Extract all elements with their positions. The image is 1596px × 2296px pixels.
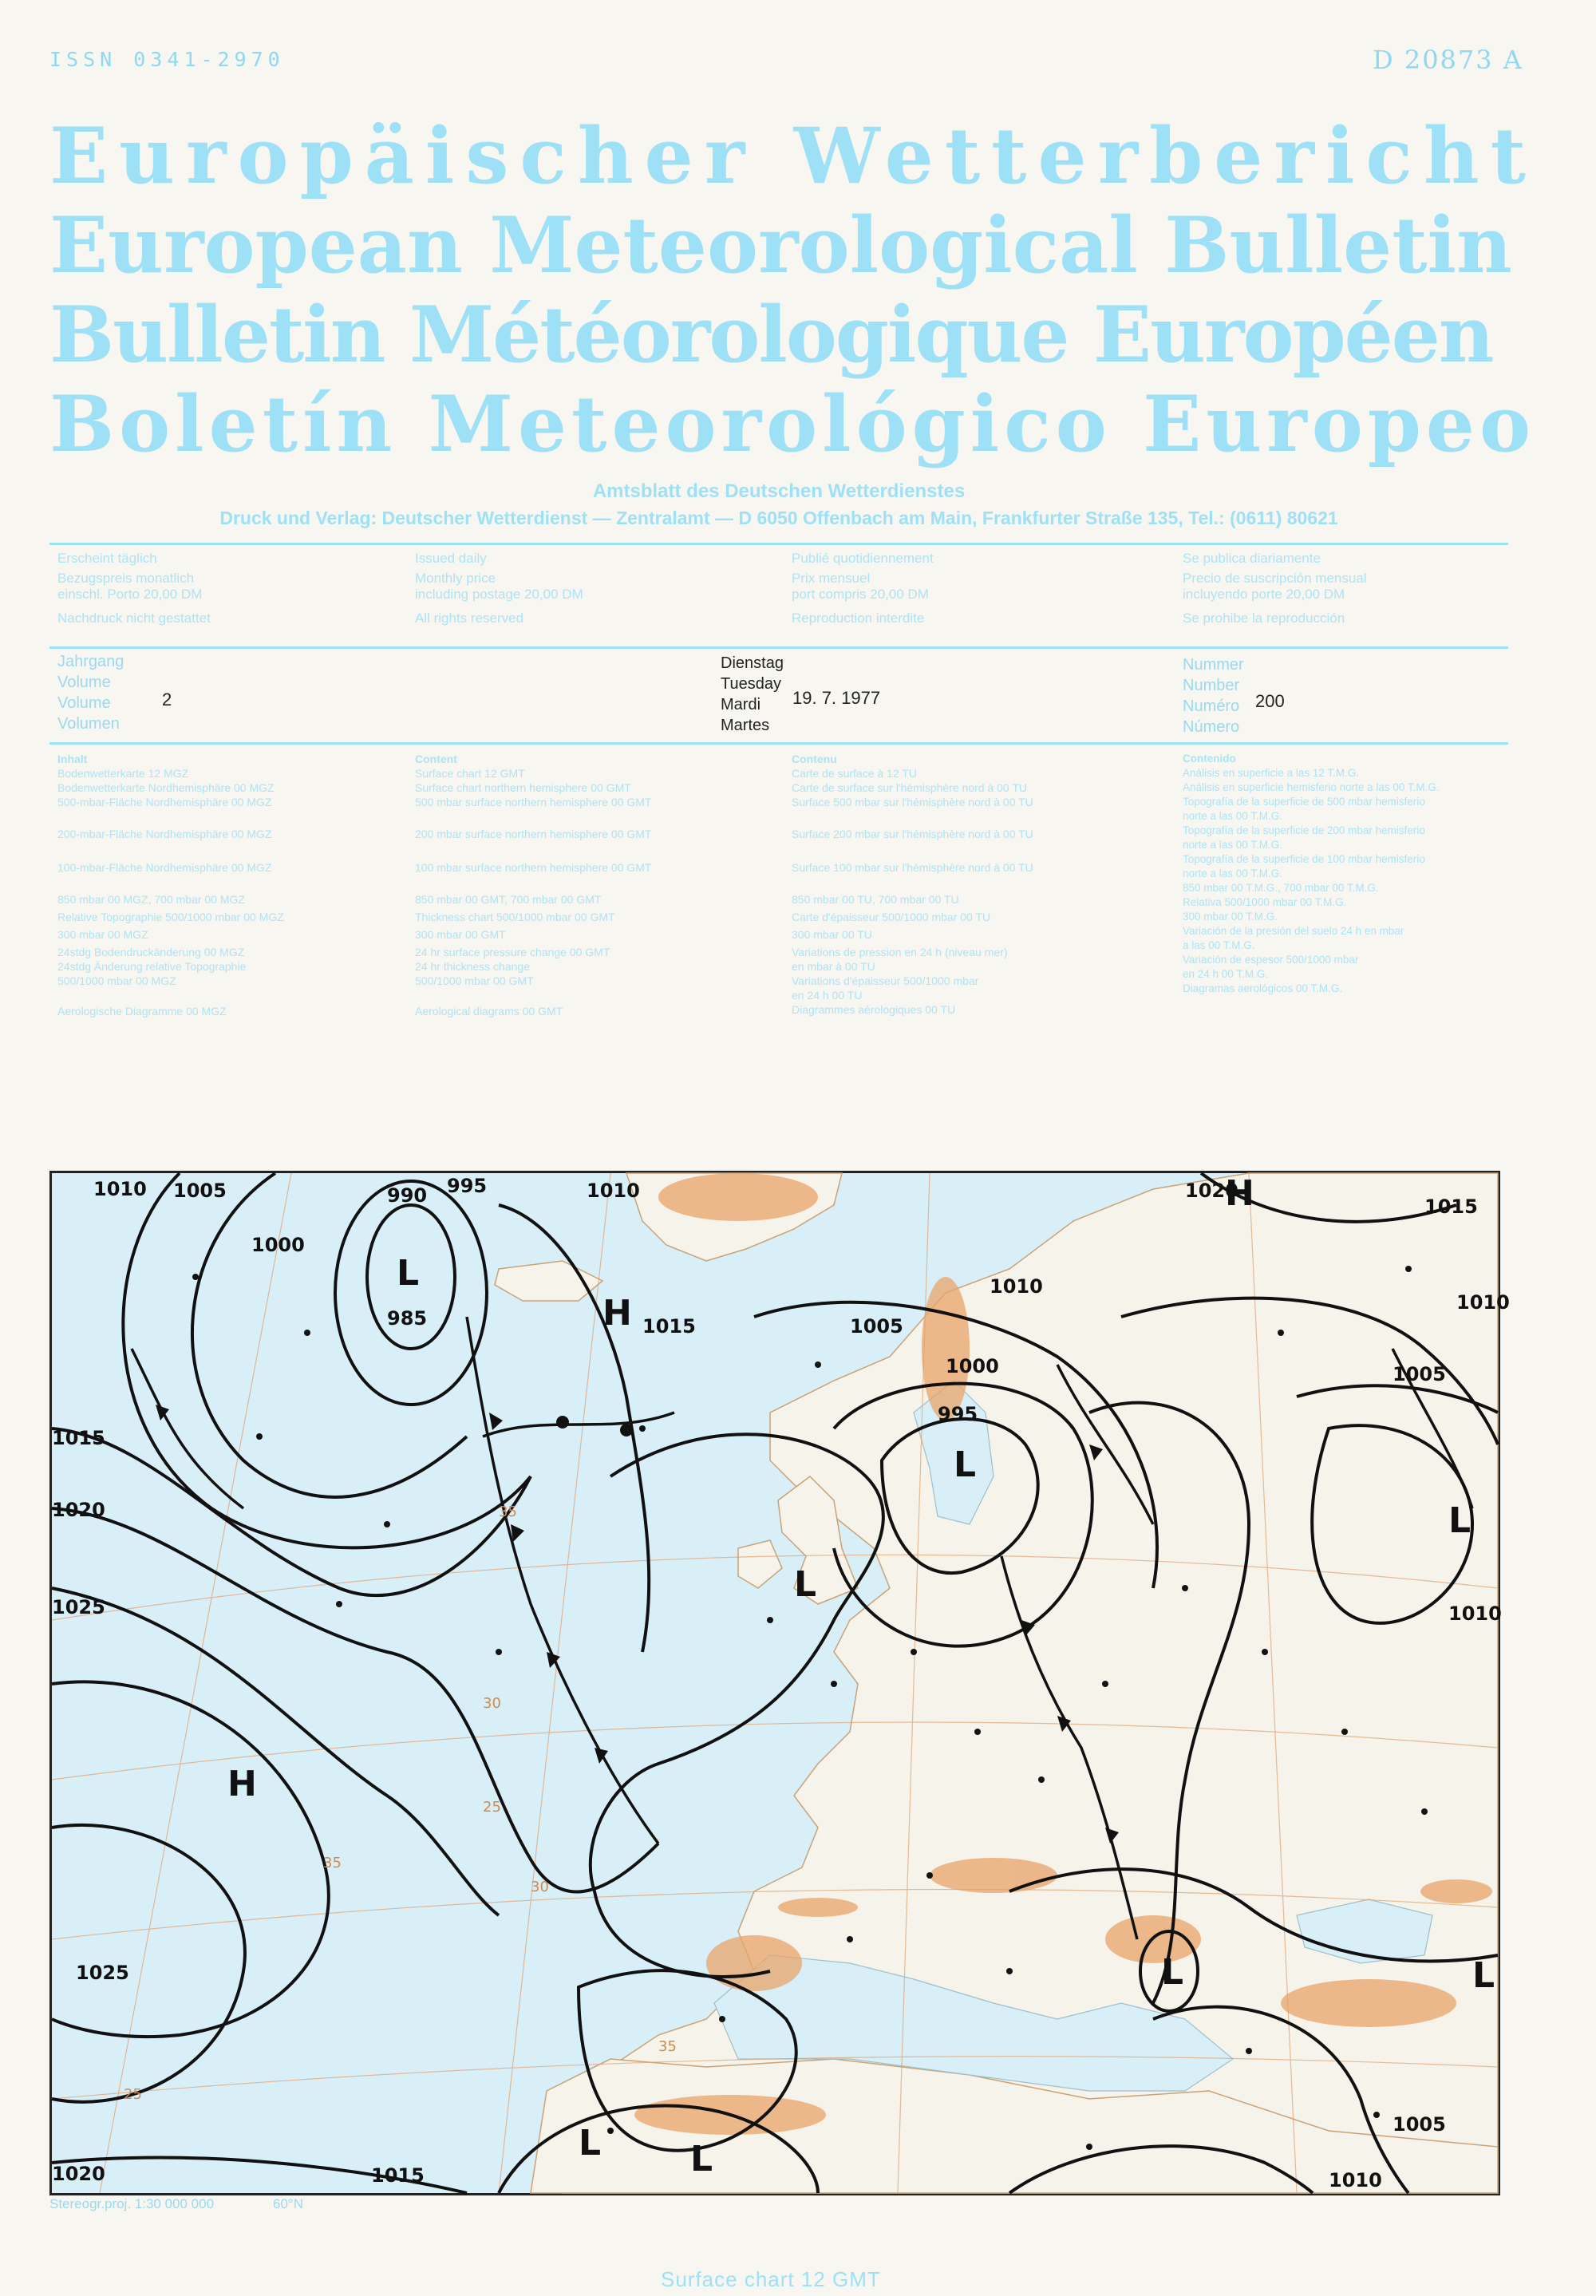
info-text: port compris 20,00 DM xyxy=(792,587,929,602)
number-label: Numéro xyxy=(1183,697,1240,715)
contents-item: 24 hr thickness change xyxy=(415,960,530,973)
isobar-label: 1010 xyxy=(587,1180,640,1202)
isobar xyxy=(52,1429,531,1595)
info-text: Bezugspreis monatlich xyxy=(57,571,195,586)
isobar-label: 1010 xyxy=(93,1178,147,1200)
contents-item: 850 mbar 00 T.M.G., 700 mbar 00 T.M.G. xyxy=(1183,882,1379,894)
info-text: Monthly price xyxy=(415,571,496,586)
contents-item: 300 mbar 00 T.M.G. xyxy=(1183,911,1278,923)
info-text: Nachdruck nicht gestattet xyxy=(57,611,211,626)
divider xyxy=(49,742,1508,745)
low-center: L xyxy=(690,2139,713,2179)
station-dot xyxy=(1038,1776,1045,1783)
contents-item: en 24 h 00 T.M.G. xyxy=(1183,968,1269,980)
low-center: L xyxy=(579,2123,602,2164)
contents-item: 500/1000 mbar 00 MGZ xyxy=(57,974,176,987)
pyrenees-relief xyxy=(778,1898,858,1917)
low-center: L xyxy=(954,1444,977,1485)
contents-item: Relative Topographie 500/1000 mbar 00 MGZ xyxy=(57,911,284,923)
info-text: Erscheint täglich xyxy=(57,551,157,566)
contents-item: Carte d'épaisseur 500/1000 mbar 00 TU xyxy=(792,911,991,923)
title-english: European Meteorological Bulletin xyxy=(49,200,1512,290)
title-french: Bulletin Météorologique Européen xyxy=(49,290,1493,380)
low-center: L xyxy=(1448,1500,1472,1541)
contents-item: Variations de pression en 24 h (niveau mer) xyxy=(792,946,1008,958)
isobar-label: 1000 xyxy=(251,1234,305,1256)
turkey-relief xyxy=(1281,1979,1456,2027)
warm-front-semicircle xyxy=(556,1416,569,1429)
station-dot xyxy=(815,1361,821,1368)
divider xyxy=(49,543,1508,545)
contents-item: Aerologische Diagramme 00 MGZ xyxy=(57,1005,227,1018)
day-label: Mardi xyxy=(721,696,761,713)
contents-item: 200-mbar-Fläche Nordhemisphäre 00 MGZ xyxy=(57,828,272,840)
station-dot xyxy=(192,1274,199,1280)
greenland-relief xyxy=(658,1173,818,1221)
contents-item: Topografía de la superficie de 200 mbar hemisferio xyxy=(1183,824,1425,836)
contents-item: en mbar à 00 TU xyxy=(792,960,875,973)
chart-caption: Surface chart 12 GMT xyxy=(661,2267,881,2291)
high-center: H xyxy=(227,1764,257,1804)
station-dot xyxy=(911,1649,917,1655)
warm-front-semicircle xyxy=(620,1424,633,1436)
contents-heading: Contenu xyxy=(792,753,837,765)
publisher-line: Amtsblatt des Deutschen Wetterdienstes xyxy=(592,480,966,502)
station-dot xyxy=(256,1433,263,1440)
high-center: H xyxy=(1225,1173,1254,1214)
contents-item: Topografía de la superficie de 100 mbar hemisferio xyxy=(1183,853,1425,865)
info-text: einschl. Porto 20,00 DM xyxy=(57,587,203,602)
contents-item: Análisis en superficie hemisferio norte a las 00 T.M.G. xyxy=(1183,781,1440,793)
isobar xyxy=(52,1588,499,1915)
contents-item: Diagrammes aérologiques 00 TU xyxy=(792,1003,956,1016)
cold-front xyxy=(132,1349,243,1508)
contents-item: 500-mbar-Fläche Nordhemisphäre 00 MGZ xyxy=(57,796,272,808)
station-dot xyxy=(1086,2144,1092,2150)
volume-label: Volume xyxy=(57,674,111,691)
station-dot xyxy=(1182,1585,1188,1591)
isobar-label: 1010 xyxy=(990,1275,1043,1298)
contents-item: 300 mbar 00 GMT xyxy=(415,928,506,941)
isobar-label: 1015 xyxy=(1424,1195,1478,1218)
contents-item: en 24 h 00 TU xyxy=(792,989,863,1002)
info-column-french xyxy=(792,547,1127,629)
contents-item: a las 00 T.M.G. xyxy=(1183,939,1255,951)
iceland-land xyxy=(495,1261,602,1301)
latitude-label: 25 xyxy=(483,1799,501,1816)
day-label: Martes xyxy=(721,717,770,734)
info-text: Publié quotidiennement xyxy=(792,551,934,566)
latitude-note: 60°N xyxy=(273,2196,303,2211)
projection-note: Stereogr.proj. 1:30 000 000 xyxy=(49,2196,215,2211)
latitude-label: 30 xyxy=(531,1879,549,1895)
station-dot xyxy=(607,2128,614,2134)
meridian-line xyxy=(499,1173,610,2193)
cold-front-triangle xyxy=(489,1413,503,1430)
contents-item: Surface chart 12 GMT xyxy=(415,767,525,780)
contents-item: Topografía de la superficie de 500 mbar hemisferio xyxy=(1183,796,1425,808)
contents-item: Bodenwetterkarte 12 MGZ xyxy=(57,767,189,780)
station-dot xyxy=(847,1936,853,1942)
latitude-label: 35 xyxy=(499,1504,517,1520)
contents-item: 500 mbar surface northern hemisphere 00 GMT xyxy=(415,796,652,808)
latitude-label: 30 xyxy=(483,1695,501,1712)
contents-item: norte a las 00 T.M.G. xyxy=(1183,867,1283,879)
contents-item: 24stdg Änderung relative Topographie xyxy=(57,960,247,973)
info-text: Issued daily xyxy=(415,551,487,566)
contents-item: Relativa 500/1000 mbar 00 T.M.G. xyxy=(1183,896,1347,908)
high-center: H xyxy=(602,1293,632,1334)
latitude-label: 35 xyxy=(323,1855,342,1871)
station-dot xyxy=(304,1330,310,1336)
caucasus-relief xyxy=(1420,1879,1492,1903)
isobar-label: 1000 xyxy=(946,1355,999,1377)
isobar-label: 995 xyxy=(447,1175,488,1197)
info-column-german xyxy=(57,547,377,629)
station-dot xyxy=(719,2016,725,2022)
isobar-label: 1005 xyxy=(1393,1363,1446,1385)
isobar-label: 1025 xyxy=(52,1596,105,1618)
contents-item: Variación de la presión del suelo 24 h en mbar xyxy=(1183,925,1404,937)
station-dot xyxy=(767,1617,773,1623)
isobar-label: 985 xyxy=(387,1307,428,1330)
contents-item: 850 mbar 00 MGZ, 700 mbar 00 MGZ xyxy=(57,893,245,906)
station-dot xyxy=(1278,1330,1284,1336)
number-labels xyxy=(1183,654,1244,737)
isobar xyxy=(192,1173,467,1497)
contents-item: 500/1000 mbar 00 GMT xyxy=(415,974,534,987)
isobar-label: 1020 xyxy=(52,1499,105,1521)
isobar-label: 1015 xyxy=(642,1315,696,1338)
volume-labels xyxy=(57,651,124,734)
station-dot xyxy=(336,1601,342,1607)
info-column-english xyxy=(415,547,734,629)
map-canvas xyxy=(52,1173,1510,2193)
day-labels xyxy=(721,653,784,736)
isobar-label: 1005 xyxy=(173,1180,227,1202)
volume-label: Volume xyxy=(57,694,111,712)
contents-item: 200 mbar surface northern hemisphere 00 GMT xyxy=(415,828,652,840)
isobar-label: 1020 xyxy=(52,2163,105,2185)
contents-item: Surface chart northern hemisphere 00 GMT xyxy=(415,781,631,794)
contents-heading: Inhalt xyxy=(57,753,88,765)
contents-spanish xyxy=(1183,752,1518,996)
latitude-label: 35 xyxy=(658,2038,677,2055)
alps-relief xyxy=(930,1858,1057,1893)
meridian-line xyxy=(100,1173,291,2193)
contents-item: 300 mbar 00 MGZ xyxy=(57,928,148,941)
station-dot xyxy=(1341,1729,1348,1735)
info-text: Precio de suscripción mensual xyxy=(1183,571,1367,586)
volume-label: Volumen xyxy=(57,715,120,733)
contents-item: 850 mbar 00 GMT, 700 mbar 00 GMT xyxy=(415,893,602,906)
station-dot xyxy=(639,1425,646,1432)
issue-number: 200 xyxy=(1255,691,1285,711)
contents-item: Análisis en superficie a las 12 T.M.G. xyxy=(1183,767,1360,779)
warm-front xyxy=(483,1413,674,1436)
contents-item: Bodenwetterkarte Nordhemisphäre 00 MGZ xyxy=(57,781,275,794)
surface-chart-map xyxy=(49,1171,1510,2195)
contents-item: Surface 200 mbar sur l'hémisphère nord à 00 TU xyxy=(792,828,1033,840)
volume-value: 2 xyxy=(162,690,172,709)
station-dot xyxy=(1373,2112,1380,2118)
isobar-label: 1010 xyxy=(1448,1602,1502,1625)
info-text: Se publica diariamente xyxy=(1183,551,1321,566)
low-center: L xyxy=(1161,1952,1184,1993)
day-label: Dienstag xyxy=(721,654,784,672)
info-text: including postage 20,00 DM xyxy=(415,587,583,602)
ireland-land xyxy=(738,1540,782,1588)
contents-item: 100 mbar surface northern hemisphere 00 GMT xyxy=(415,861,652,874)
contents-german xyxy=(57,752,401,1018)
iberia-relief xyxy=(706,1935,802,1991)
isobar-label: 1025 xyxy=(76,1962,129,1984)
station-dot xyxy=(1405,1266,1412,1272)
contents-item: Diagramas aerológicos 00 T.M.G. xyxy=(1183,982,1343,994)
contents-item: 24 hr surface pressure change 00 GMT xyxy=(415,946,610,958)
station-dot xyxy=(831,1681,837,1687)
station-dot xyxy=(1006,1968,1013,1974)
contents-heading: Contenido xyxy=(1183,753,1236,765)
title-german: Europäischer Wetterbericht xyxy=(49,111,1537,201)
info-text: All rights reserved xyxy=(415,611,524,626)
number-label: Number xyxy=(1183,677,1240,694)
contents-french xyxy=(792,752,1159,1017)
low-center: L xyxy=(397,1253,420,1294)
contents-item: norte a las 00 T.M.G. xyxy=(1183,810,1283,822)
cold-front xyxy=(467,1317,658,1844)
contents-item: norte a las 00 T.M.G. xyxy=(1183,839,1283,851)
station-dot xyxy=(1262,1649,1268,1655)
isobar-label: 990 xyxy=(387,1184,428,1207)
contents-item: Carte de surface sur l'hémisphère nord à 00 TU xyxy=(792,781,1028,794)
latitude-label: 25 xyxy=(124,2086,142,2103)
info-column-spanish xyxy=(1183,547,1502,629)
isobar-label: 1005 xyxy=(1393,2113,1446,2136)
issue-date: 19. 7. 1977 xyxy=(792,688,881,708)
station-dot xyxy=(926,1872,933,1879)
isobar-label: 1015 xyxy=(371,2164,425,2187)
contents-item: 300 mbar 00 TU xyxy=(792,928,872,941)
info-text: Prix mensuel xyxy=(792,571,871,586)
isobar-label: 995 xyxy=(938,1403,978,1425)
isobar-label: 1010 xyxy=(1456,1291,1510,1314)
info-text: Reproduction interdite xyxy=(792,611,925,626)
contents-item: Thickness chart 500/1000 mbar 00 GMT xyxy=(415,911,615,923)
contents-item: Variations d'épaisseur 500/1000 mbar xyxy=(792,974,979,987)
isobar-label: 1020 xyxy=(1185,1180,1238,1202)
station-dot xyxy=(496,1649,502,1655)
scandinavia-relief xyxy=(922,1277,970,1421)
info-text: Se prohibe la reproducción xyxy=(1183,611,1345,626)
volume-label: Jahrgang xyxy=(57,653,124,670)
contents-item: Aerological diagrams 00 GMT xyxy=(415,1005,563,1018)
station-dot xyxy=(384,1521,390,1527)
publisher-address: Druck und Verlag: Deutscher Wetterdienst — Zentralamt — D 6050 Offenbach am Main, Frankfurter Straße 135, Tel.: (0611) 80621 xyxy=(219,508,1338,528)
contents-english xyxy=(415,752,766,1018)
contents-heading: Content xyxy=(415,753,457,765)
publication-code: D 20873 A xyxy=(1373,45,1523,75)
isobar-label: 1010 xyxy=(1329,2169,1382,2191)
contents-item: 850 mbar 00 TU, 700 mbar 00 TU xyxy=(792,893,959,906)
number-label: Número xyxy=(1183,718,1240,736)
station-dot xyxy=(1421,1808,1428,1815)
low-center: L xyxy=(1472,1955,1495,1996)
isobar-label: 1005 xyxy=(850,1315,903,1338)
info-text: incluyendo porte 20,00 DM xyxy=(1183,587,1345,602)
isobar-label: 1015 xyxy=(52,1427,105,1449)
issn-number: ISSN 0341-2970 xyxy=(49,48,285,71)
divider xyxy=(49,646,1508,649)
contents-item: Variación de espesor 500/1000 mbar xyxy=(1183,954,1359,966)
contents-item: Carte de surface à 12 TU xyxy=(792,767,917,780)
contents-item: 100-mbar-Fläche Nordhemisphäre 00 MGZ xyxy=(57,861,272,874)
number-label: Nummer xyxy=(1183,656,1244,674)
contents-item: Surface 100 mbar sur l'hémisphère nord à 00 TU xyxy=(792,861,1033,874)
station-dot xyxy=(974,1729,981,1735)
day-label: Tuesday xyxy=(721,675,781,693)
contents-item: 24stdg Bodendruckänderung 00 MGZ xyxy=(57,946,245,958)
contents-item: Surface 500 mbar sur l'hémisphère nord à 00 TU xyxy=(792,796,1033,808)
station-dot xyxy=(1102,1681,1108,1687)
station-dot xyxy=(1246,2048,1252,2054)
title-spanish: Boletín Meteorológico Europeo xyxy=(49,379,1535,469)
low-center: L xyxy=(794,1564,817,1605)
